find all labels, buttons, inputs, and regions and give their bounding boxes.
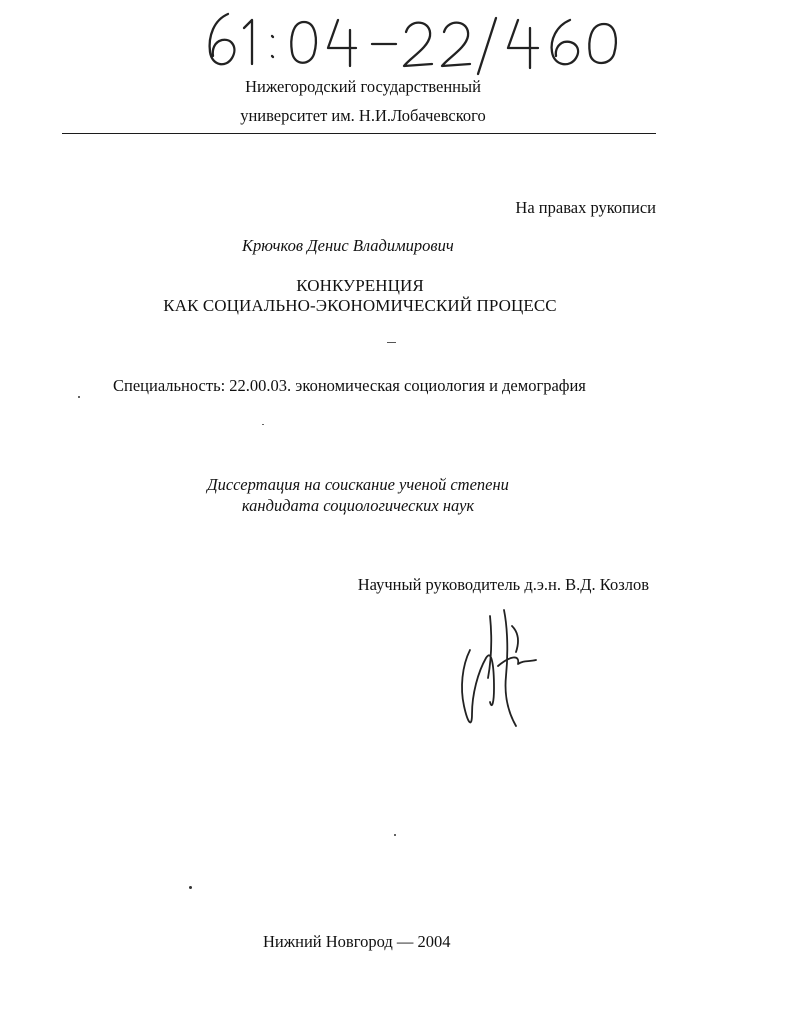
thesis-title-line-2: КАК СОЦИАЛЬНО-ЭКОНОМИЧЕСКИЙ ПРОЦЕСС — [163, 296, 557, 315]
advisor-signature — [448, 606, 548, 736]
handwritten-catalog-number — [200, 8, 630, 78]
university-name-line-2: университет им. Н.И.Лобачевского — [240, 106, 486, 125]
scientific-advisor: Научный руководитель д.э.н. В.Д. Козлов — [357, 575, 649, 594]
thesis-type-line-1: Диссертация на соискание ученой степени — [207, 475, 509, 494]
header-divider — [62, 133, 656, 134]
scan-speck — [262, 424, 264, 425]
separator-dash — [387, 342, 396, 343]
university-name-line-1: Нижегородский государственный — [245, 77, 481, 96]
thesis-title-line-1: КОНКУРЕНЦИЯ — [296, 276, 424, 295]
scan-speck — [394, 834, 396, 836]
scan-speck — [189, 886, 192, 889]
author-name: Крючков Денис Владимирович — [242, 236, 454, 255]
specialty-line: Специальность: 22.00.03. экономическая социология и демография — [113, 376, 586, 395]
scan-speck — [78, 396, 80, 398]
thesis-type-line-2: кандидата социологических наук — [241, 496, 475, 515]
rights-note: На правах рукописи — [515, 198, 656, 217]
place-and-year: Нижний Новгород — 2004 — [263, 932, 451, 951]
